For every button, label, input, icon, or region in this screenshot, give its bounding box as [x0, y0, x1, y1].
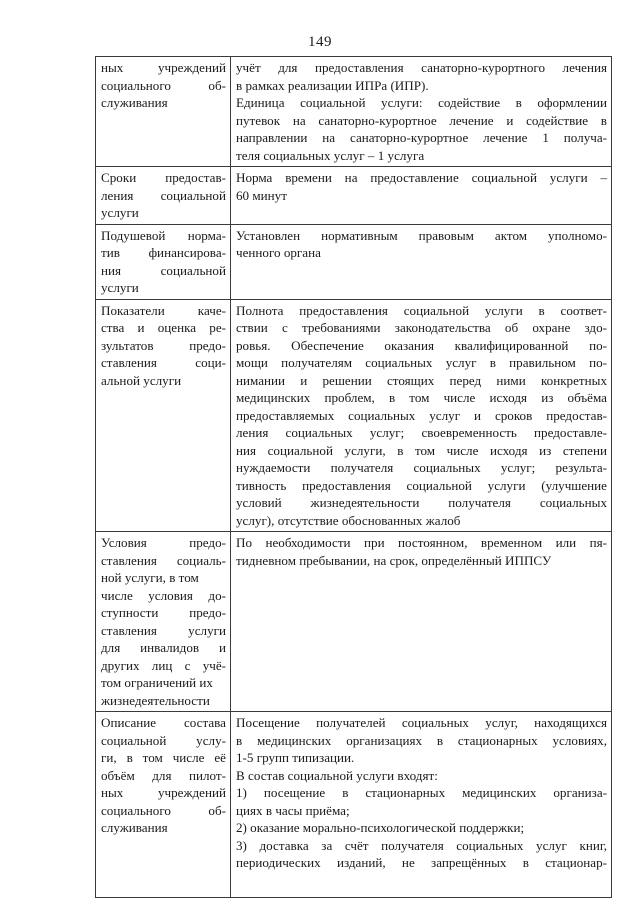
text-line: Сроки предостав-: [101, 170, 226, 185]
text-line: ствии с требованиями законодательства об охране здо-: [236, 320, 607, 335]
row-content-cell: [231, 712, 612, 898]
table-row: [96, 299, 612, 532]
text-line: учёт для предоставления санаторно-курортного лечения: [236, 60, 607, 75]
text-line: нуждаемости получателя социальных услуг; результа-: [236, 460, 607, 475]
row-label-cell: [96, 532, 231, 712]
text-line: условий жизнедеятельности получателя социальных: [236, 495, 607, 510]
text-line: направлении на санаторно-курортное лечение 1 получа-: [236, 130, 607, 145]
text-line: тивность предоставления социальной услуги (улучшение: [236, 477, 607, 493]
text-line: медицинских проблем, в том числе исходя из объёма: [236, 390, 607, 405]
text-line: 2) оказание морально-психологической поддержки;: [236, 820, 525, 835]
text-line: ги, в том числе её: [101, 750, 226, 765]
text-line: ления социальных услуг; своевременность предоставле-: [236, 425, 607, 440]
text-line: циях в часы приёма;: [236, 802, 350, 818]
text-line: социальной услу-: [101, 732, 226, 748]
row-label-cell: [96, 299, 231, 532]
row-label-cell: [96, 224, 231, 299]
text-line: 3) доставка за счёт получателя социальных услуг книг,: [236, 837, 607, 853]
page-number: 149: [308, 34, 332, 50]
row-content-cell: [231, 57, 612, 167]
text-line: служивания: [101, 820, 168, 835]
text-line: Условия предо-: [101, 535, 226, 550]
text-line: 1) посещение в стационарных медицинских организа-: [236, 785, 607, 800]
text-line: ных учреждений: [101, 60, 226, 75]
row-content-cell: [231, 299, 612, 532]
text-line: объём для пилот-: [101, 767, 226, 783]
table-row: [96, 57, 612, 167]
text-line: тив финансирова-: [101, 245, 226, 260]
text-line: ченного органа: [236, 245, 321, 260]
text-line: путевок на санаторно-курортное лечение и содействие в: [236, 112, 607, 128]
text-line: том ограничений их: [101, 675, 213, 690]
text-line: числе условия до-: [101, 587, 226, 603]
table-row: [96, 167, 612, 225]
text-line: ства и оценка ре-: [101, 320, 226, 335]
text-line: ния социальной услуги, в том числе исходя из степени: [236, 442, 607, 458]
text-line: служивания: [101, 95, 168, 110]
text-line: для инвалидов и: [101, 640, 226, 655]
text-line: Установлен нормативным правовым актом уполномо-: [236, 227, 607, 243]
text-line: предоставляемых социальных услуг и сроков предостав-: [236, 407, 607, 423]
text-line: других лиц с учё-: [101, 657, 226, 673]
row-content-cell: [231, 224, 612, 299]
text-line: ставления соци-: [101, 355, 226, 370]
row-content-cell: [231, 167, 612, 225]
text-line: Посещение получателей социальных услуг, находящихся: [236, 715, 607, 730]
text-line: Полнота предоставления социальной услуги в соответ-: [236, 302, 607, 318]
text-line: тидневном пребывании, на срок, определённый ИППСУ: [236, 552, 552, 568]
text-line: Норма времени на предоставление социальной услуги –: [236, 170, 607, 185]
text-line: ставления социаль-: [101, 552, 226, 568]
text-line: социального об-: [101, 802, 226, 818]
text-line: В состав социальной услуги входят:: [236, 767, 438, 783]
service-description-table: [95, 56, 612, 898]
text-line: зультатов предо-: [101, 337, 226, 353]
text-line: 60 минут: [236, 187, 287, 203]
text-line: По необходимости при постоянном, временном или пя-: [236, 535, 607, 550]
text-line: ступности предо-: [101, 605, 226, 620]
text-line: альной услуги: [101, 372, 182, 388]
row-label-cell: [96, 57, 231, 167]
text-line: Показатели каче-: [101, 302, 226, 318]
text-line: в медицинских организациях в стационарных условиях,: [236, 732, 607, 748]
text-line: ния социальной: [101, 262, 226, 278]
row-label-cell: [96, 712, 231, 898]
text-line: в рамках реализации ИПРа (ИПР).: [236, 77, 429, 93]
text-line: услуги: [101, 280, 139, 295]
text-line: Описание состава: [101, 715, 226, 730]
table-row: [96, 224, 612, 299]
text-line: жизнедеятельности: [101, 692, 210, 708]
text-line: услуги: [101, 205, 139, 220]
text-line: теля социальных услуг – 1 услуга: [236, 147, 425, 163]
text-line: Единица социальной услуги: содействие в оформлении: [236, 95, 607, 110]
row-label-cell: [96, 167, 231, 225]
text-line: ной услуги, в том: [101, 570, 199, 585]
text-line: ных учреждений: [101, 785, 226, 800]
text-line: 1-5 групп типизации.: [236, 750, 355, 765]
text-line: ровья. Обеспечение оказания квалифицированной по-: [236, 337, 607, 353]
table-row: [96, 532, 612, 712]
text-line: социального об-: [101, 77, 226, 93]
text-line: периодических изданий, не запрещённых в стационар-: [236, 855, 607, 870]
text-line: ставления услуги: [101, 622, 226, 638]
text-line: мощи получателям социальных услуг в правильном по-: [236, 355, 607, 370]
row-content-cell: [231, 532, 612, 712]
table-row: [96, 712, 612, 898]
text-line: Подушевой норма-: [101, 227, 226, 243]
text-line: услуг), отсутствие обоснованных жалоб: [236, 512, 461, 528]
text-line: ления социальной: [101, 187, 226, 203]
text-line: нимании и решении стоящих перед ними конкретных: [236, 372, 607, 388]
